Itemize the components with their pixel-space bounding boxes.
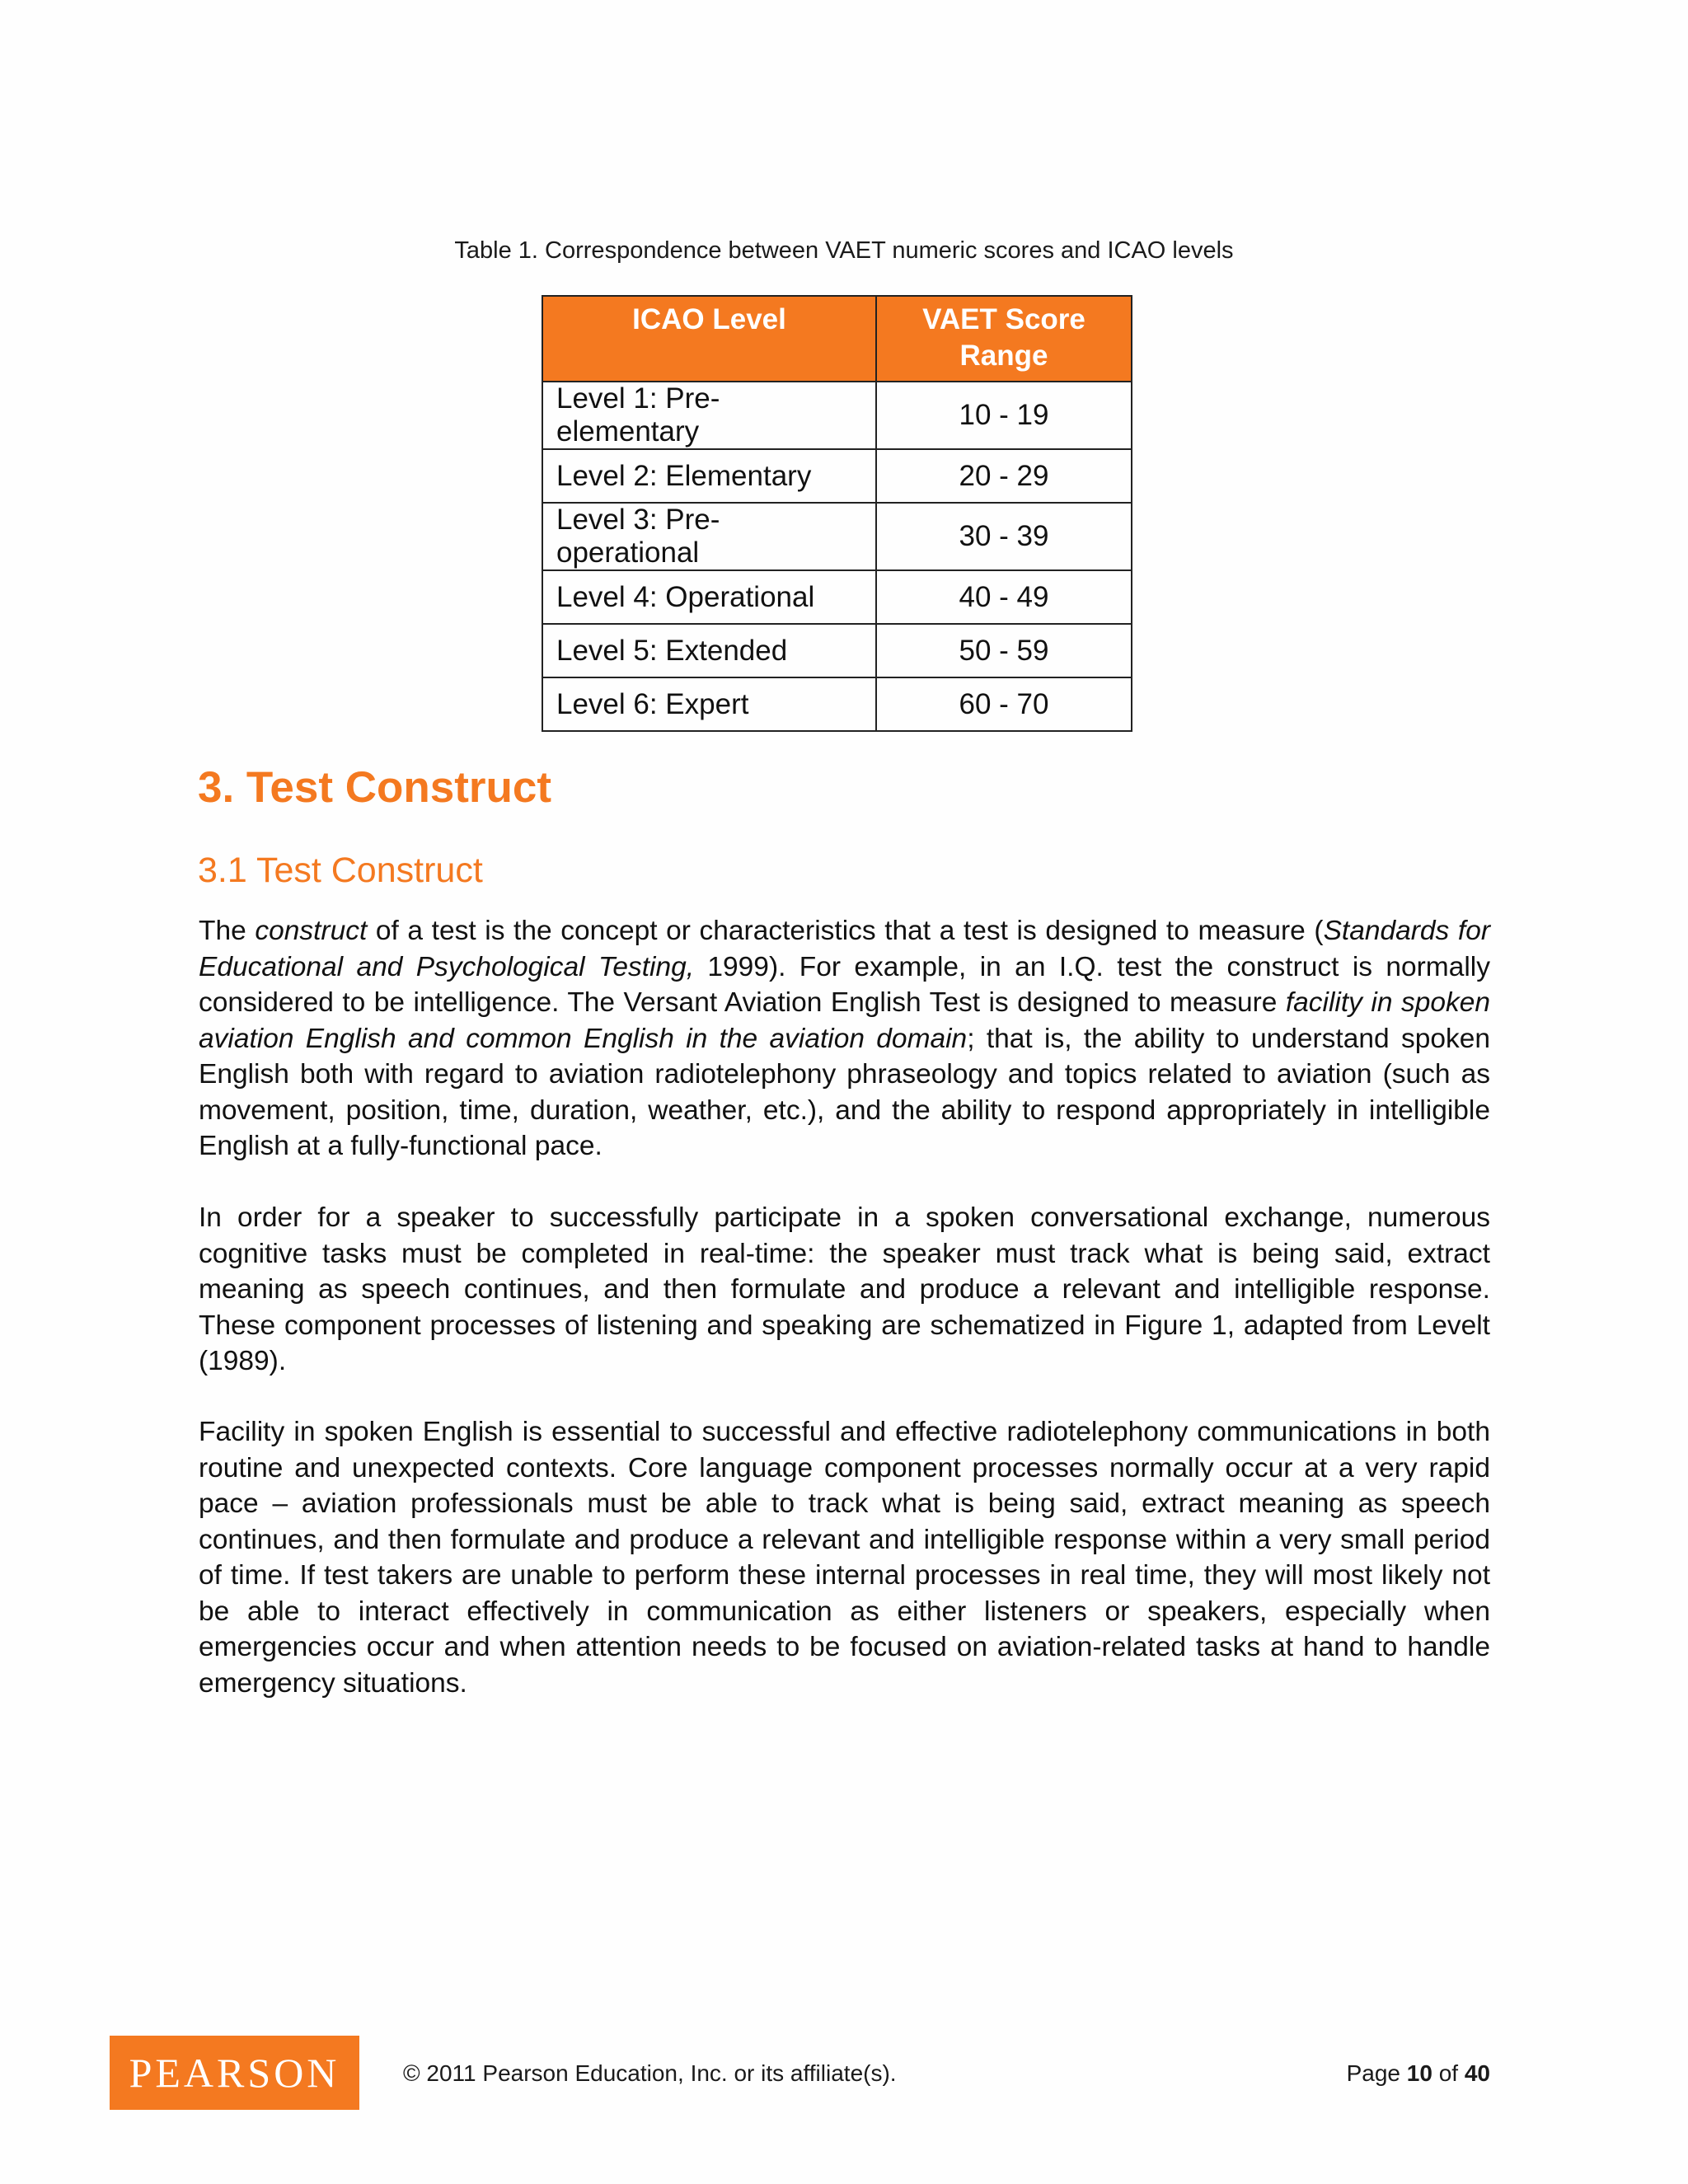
column-header-icao-level: ICAO Level xyxy=(542,296,876,382)
paragraph-text: ; that is, the ability to understand spoken English both with regard to aviation radiotelephony phraseology and topics related to aviation (such as movement, position, time, duration, weather, etc.), and the ability to respond appropriately in intelligible English at a fully-functional pace. xyxy=(199,1023,1490,1161)
table-row xyxy=(542,677,1132,731)
section-heading: 3. Test Construct xyxy=(198,763,551,812)
score-range-cell: 50 - 59 xyxy=(876,624,1132,677)
table-row xyxy=(542,570,1132,624)
page-of-label: of xyxy=(1432,2060,1465,2086)
page-label: Page xyxy=(1346,2060,1407,2086)
score-range-cell: 30 - 39 xyxy=(876,503,1132,570)
paragraph-cognitive-tasks: In order for a speaker to successfully participate in a spoken conversational exchange, numerous cognitive tasks must be completed in real-time: the speaker must track what is being said, extract meaning as speech continues, and then formulate and produce a relevant and intelligible response. These component processes of listening and speaking are schematized in Figure 1, adapted from Levelt (1989). xyxy=(199,1202,1490,1376)
italic-term: construct xyxy=(255,916,368,946)
page-current: 10 xyxy=(1406,2060,1432,2086)
table-row xyxy=(542,503,1132,570)
score-range-cell: 40 - 49 xyxy=(876,570,1132,624)
table-row xyxy=(542,449,1132,503)
subsection-heading: 3.1 Test Construct xyxy=(198,851,483,890)
pearson-logo: PEARSON xyxy=(110,2036,359,2110)
icao-level-cell: Level 2: Elementary xyxy=(542,449,876,503)
table-row xyxy=(542,382,1132,449)
icao-level-cell: Level 3: Pre-operational xyxy=(542,503,876,570)
page-total: 40 xyxy=(1464,2060,1490,2086)
column-header-vaet-score-range: VAET Score Range xyxy=(876,296,1132,382)
icao-level-cell: Level 6: Expert xyxy=(542,677,876,731)
paragraph-text: 1999). For example, in an I.Q. test the construct is normally considered to be intelligence. The Versant Aviation English Test is designed to measure xyxy=(199,951,1490,1018)
page-number xyxy=(1347,2060,1490,2087)
table-caption: Table 1. Correspondence between VAET numeric scores and ICAO levels xyxy=(454,237,1234,264)
table-row xyxy=(542,624,1132,677)
score-range-cell: 10 - 19 xyxy=(876,382,1132,449)
icao-level-cell: Level 4: Operational xyxy=(542,570,876,624)
paragraph-facility-importance: Facility in spoken English is essential to successful and effective radiotelephony communications in both routine and unexpected contexts. Core language component processes normally occur at a very rapid pace – aviation professionals must be able to track what is being said, extract meaning as speech continues, and then formulate and produce a relevant and intelligible response within a very small period of time. If test takers are unable to perform these internal processes in real time, they will most likely not be able to interact effectively in communication as either listeners or speakers, especially when emergencies occur and when attention needs to be focused on aviation-related tasks at hand to handle emergency situations. xyxy=(199,1417,1490,1699)
score-range-cell: 20 - 29 xyxy=(876,449,1132,503)
italic-term: facility in spoken aviation English and common English in the aviation domain xyxy=(199,987,1490,1054)
score-correspondence-table xyxy=(542,295,1132,732)
icao-level-cell: Level 5: Extended xyxy=(542,624,876,677)
icao-level-cell: Level 1: Pre-elementary xyxy=(542,382,876,449)
paragraph-construct-definition xyxy=(199,913,1490,1165)
paragraph-text: of a test is the concept or characteristics that a test is designed to measure ( xyxy=(367,916,1324,946)
italic-citation: Standards for Educational and Psychological Testing, xyxy=(199,916,1490,982)
table-header-row xyxy=(542,296,1132,382)
copyright-notice: © 2011 Pearson Education, Inc. or its affiliate(s). xyxy=(403,2060,897,2086)
paragraph-text: The xyxy=(199,916,256,946)
score-range-cell: 60 - 70 xyxy=(876,677,1132,731)
